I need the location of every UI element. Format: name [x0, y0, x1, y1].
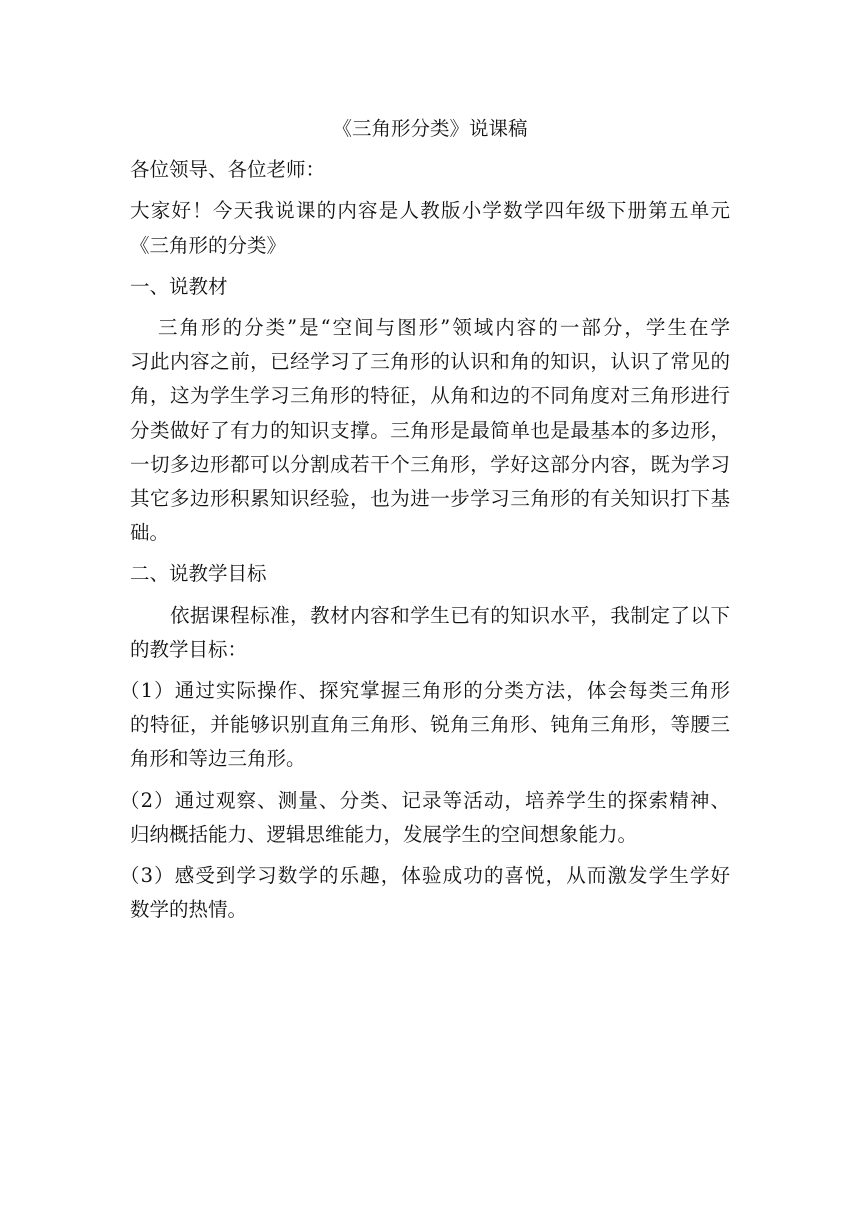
paragraph-line: 一切多边形都可以分割成若干个三角形，学好这部分内容，既为学习: [130, 452, 730, 476]
goal-line: （2）通过观察、测量、分类、记录等活动，培养学生的探索精神、: [120, 788, 730, 812]
goal-item-1: [120, 674, 730, 777]
goal-line: 角形和等边三角形。: [130, 747, 306, 771]
paragraph-line: 其它多边形积累知识经验，也为进一步学习三角形的有关知识打下基: [130, 487, 730, 511]
document-body: [120, 112, 730, 927]
paragraph-line: 习此内容之前，已经学习了三角形的认识和角的知识，认识了常见的: [130, 350, 730, 374]
intro-paragraph: [130, 194, 730, 262]
goal-item-2: [120, 784, 730, 852]
intro-line: 大家好！今天我说课的内容是人教版小学数学四年级下册第五单元: [130, 199, 730, 223]
section-heading-goals: 二、说教学目标: [130, 562, 267, 586]
goal-line: 的特征，并能够识别直角三角形、锐角三角形、钝角三角形，等腰三: [130, 713, 730, 737]
intro-line: 《三角形的分类》: [130, 233, 287, 257]
paragraph-line: 分类做好了有力的知识支撑。三角形是最简单也是最基本的多边形，: [130, 418, 730, 442]
paragraph-line: 的教学目标：: [130, 637, 248, 661]
paragraph-line: 依据课程标准，教材内容和学生已有的知识水平，我制定了以下: [170, 603, 730, 627]
paragraph-line: 础。: [130, 521, 170, 545]
goal-item-3: [120, 859, 730, 927]
textbook-paragraph: [130, 311, 730, 550]
goal-line: （3）感受到学习数学的乐趣，体验成功的喜悦，从而激发学生学好: [120, 864, 730, 888]
goal-line: （1）通过实际操作、探究掌握三角形的分类方法，体会每类三角形: [120, 679, 730, 703]
document-title: 《三角形分类》说课稿: [332, 117, 528, 140]
section-heading-textbook: 一、说教材: [130, 274, 228, 298]
paragraph-line: 角，这为学生学习三角形的特征，从角和边的不同角度对三角形进行: [130, 384, 730, 408]
goals-intro-paragraph: [130, 599, 730, 667]
paragraph-line: 三角形的分类”是“空间与图形”领域内容的一部分，学生在学: [158, 316, 730, 340]
greeting-line: 各位领导、各位老师：: [130, 158, 326, 182]
goal-line: 数学的热情。: [130, 898, 248, 922]
goal-line: 归纳概括能力、逻辑思维能力，发展学生的空间想象能力。: [130, 822, 638, 846]
